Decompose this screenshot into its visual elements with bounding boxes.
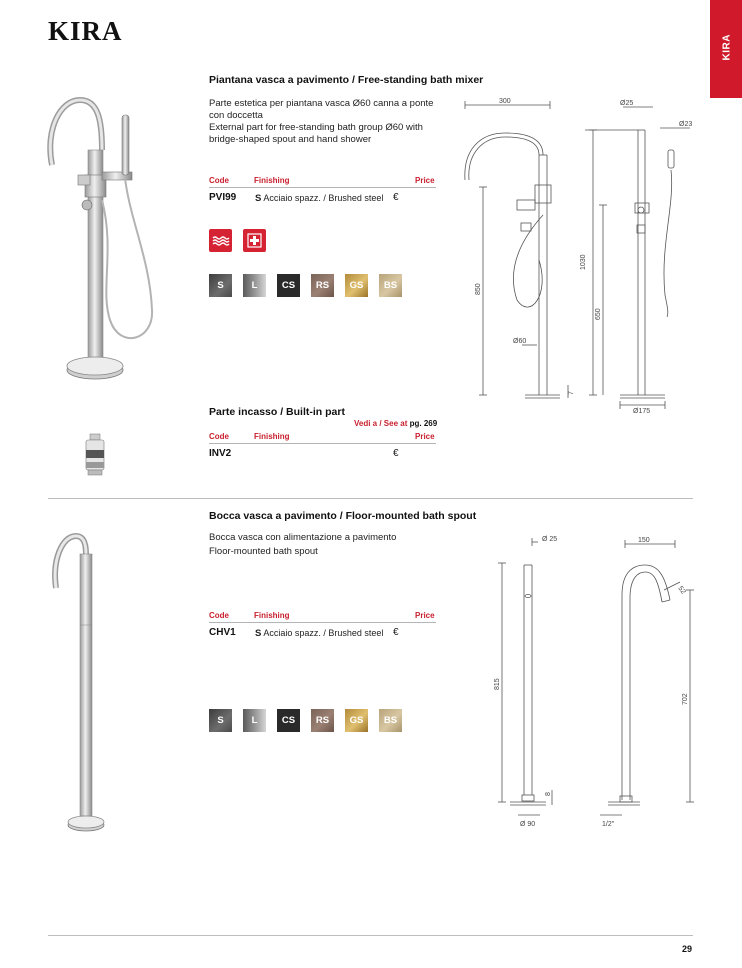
spout-dim-25: Ø 25 [542, 536, 558, 543]
side-section-tab[interactable] [710, 0, 742, 98]
spout-code-header: Code [209, 611, 229, 620]
spout-product-render [48, 530, 118, 840]
spout-finish-text: Acciaio spazz. / Brushed steel [263, 628, 384, 638]
spout-technical-drawing [490, 530, 700, 835]
page-number: 29 [681, 944, 692, 954]
dim-25: Ø25 [620, 100, 634, 107]
finish-swatch-l: L [243, 274, 266, 297]
builtin-title: Parte incasso / Built-in part [209, 406, 345, 418]
mixer-table-rule [209, 187, 436, 188]
spout-finish [255, 628, 383, 639]
spout-dim-52: 52 [676, 585, 687, 596]
dim-650: 650 [595, 308, 602, 320]
spout-finish-swatch-gs: GS [345, 709, 368, 732]
spout-title: Bocca vasca a pavimento / Floor-mounted bath spout [209, 510, 477, 522]
finish-swatch-bs: BS [379, 274, 402, 297]
finish-swatch-gs: GS [345, 274, 368, 297]
dim-60: Ø60 [513, 338, 527, 345]
spout-finish-swatch-rs: RS [311, 709, 334, 732]
dim-175: Ø175 [633, 408, 651, 415]
mixer-title: Piantana vasca a pavimento / Free-standing bath mixer [209, 74, 484, 86]
spout-finish-code: S [255, 628, 262, 639]
builtin-code: INV2 [209, 448, 232, 459]
builtin-table-rule [209, 443, 436, 444]
mixer-desc-it: Parte estetica per piantana vasca Ø60 canna a ponte con doccetta [209, 98, 434, 121]
spout-desc-it: Bocca vasca con alimentazione a pavimento [209, 532, 397, 543]
builtin-finishing-header: Finishing [254, 432, 290, 441]
spout-finishing-header: Finishing [254, 611, 290, 620]
section-divider [48, 498, 693, 499]
mixer-product-render [40, 90, 150, 390]
mixer-finish [255, 193, 383, 204]
mixer-finishing-header: Finishing [254, 176, 290, 185]
spout-code: CHV1 [209, 627, 236, 638]
builtin-price: € [393, 448, 399, 459]
spout-table-rule [209, 622, 436, 623]
spout-finish-swatch-cs: CS [277, 709, 300, 732]
spout-dim-702: 702 [682, 693, 689, 705]
footer-rule [48, 935, 693, 936]
builtin-see-page: pg. 269 [409, 419, 438, 428]
mixer-code: PVI99 [209, 192, 237, 203]
builtin-see-at-label: Vedi a / See at [354, 419, 408, 428]
dim-850: 850 [475, 283, 482, 295]
spout-price-header: Price [415, 611, 435, 620]
swiss-cross-icon [243, 229, 266, 252]
mixer-price-header: Price [415, 176, 435, 185]
spout-dim-half-inch: 1/2" [602, 821, 615, 828]
builtin-part-render [84, 434, 106, 476]
spout-dim-8: 8 [545, 792, 552, 796]
builtin-code-header: Code [209, 432, 229, 441]
mixer-price: € [393, 192, 399, 203]
finish-swatch-s: S [209, 274, 232, 297]
spout-dim-815: 815 [494, 678, 501, 690]
dim-23: Ø23 [679, 121, 693, 128]
builtin-see-at[interactable] [354, 419, 437, 428]
dim-300: 300 [499, 98, 511, 105]
spout-price: € [393, 627, 399, 638]
spout-finish-swatch-l: L [243, 709, 266, 732]
finish-swatch-rs: RS [311, 274, 334, 297]
spout-finish-swatch-bs: BS [379, 709, 402, 732]
brand-logo: KIRA [48, 16, 123, 46]
finish-swatch-cs: CS [277, 274, 300, 297]
thermostatic-icon [209, 229, 232, 252]
spout-desc-en: Floor-mounted bath spout [209, 546, 318, 557]
spout-dim-150: 150 [638, 537, 650, 544]
mixer-desc-en: External part for free-standing bath group Ø60 with bridge-shaped spout and hand shower [209, 122, 423, 145]
mixer-code-header: Code [209, 176, 229, 185]
side-tab-label: KIRA [721, 34, 733, 61]
mixer-technical-drawing [455, 95, 695, 415]
mixer-finish-text: Acciaio spazz. / Brushed steel [263, 193, 384, 203]
dim-1030: 1030 [580, 254, 587, 270]
dim-7: 7 [568, 391, 575, 395]
builtin-price-header: Price [415, 432, 435, 441]
spout-finish-swatch-s: S [209, 709, 232, 732]
mixer-finish-code: S [255, 193, 262, 204]
spout-dim-90: Ø 90 [520, 821, 536, 828]
